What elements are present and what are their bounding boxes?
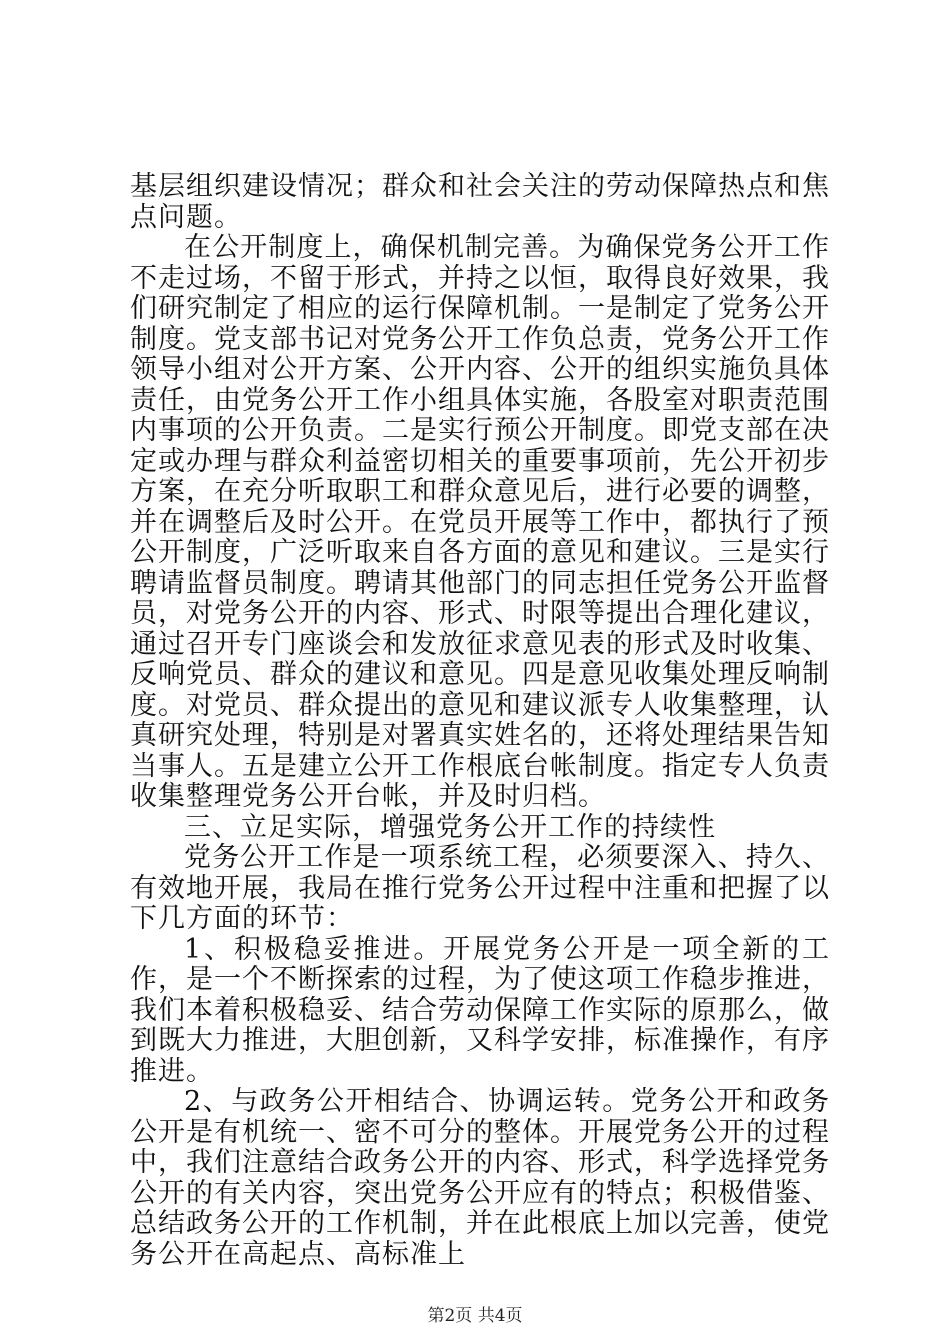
paragraph-6: 2、与政务公开相结合、协调运转。党务公开和政务公开是有机统一、密不可分的整体。开展党务公开的过程中，我们注意结合政务公开的内容、形式，科学选择党务公开的有关内容，突出党务公开应有的特点；积极借鉴、总结政务公开的工作机制，并在此根底上加以完善，使党务公开在高起点、高标准上 (130, 1086, 830, 1270)
paragraph-5: 1、积极稳妥推进。开展党务公开是一项全新的工作，是一个不断探索的过程，为了使这项工作稳步推进，我们本着积极稳妥、结合劳动保障工作实际的原那么，做到既大力推进，大胆创新，又科学安排，标准操作，有序推进。 (130, 933, 830, 1087)
page-footer: 第2页 共4页 (427, 1306, 523, 1326)
paragraph-1: 基层组织建设情况；群众和社会关注的劳动保障热点和焦点问题。 (130, 171, 830, 233)
paragraph-4: 党务公开工作是一项系统工程，必须要深入、持久、有效地开展，我局在推行党务公开过程中注重和把握了以下几方面的环节： (130, 842, 830, 934)
paragraph-2: 在公开制度上，确保机制完善。为确保党务公开工作不走过场，不留于形式，并持之以恒，取得良好效果，我们研究制定了相应的运行保障机制。一是制定了党务公开制度。党支部书记对党务公开工作负总责，党务公开工作领导小组对公开方案、公开内容、公开的组织实施负具体责任，由党务公开工作小组具体实施，各股室对职责范围内事项的公开负责。二是实行预公开制度。即党支部在决定或办理与群众利益密切相关的重要事项前，先公开初步方案，在充分听取职工和群众意见后，进行必要的调整，并在调整后及时公开。在党员开展等工作中，都执行了预公开制度，广泛听取来自各方面的意见和建议。三是实行聘请监督员制度。聘请其他部门的同志担任党务公开监督员，对党务公开的内容、形式、时限等提出合理化建议，通过召开专门座谈会和发放征求意见表的形式及时收集、反响党员、群众的建议和意见。四是意见收集处理反响制度。对党员、群众提出的意见和建议派专人收集整理，认真研究处理，特别是对署真实姓名的，还将处理结果告知当事人。五是建立公开工作根底台帐制度。指定专人负责收集整理党务公开台帐，并及时归档。 (130, 232, 830, 812)
document-body (130, 172, 830, 1270)
section-heading: 三、立足实际，增强党务公开工作的持续性 (184, 811, 716, 843)
